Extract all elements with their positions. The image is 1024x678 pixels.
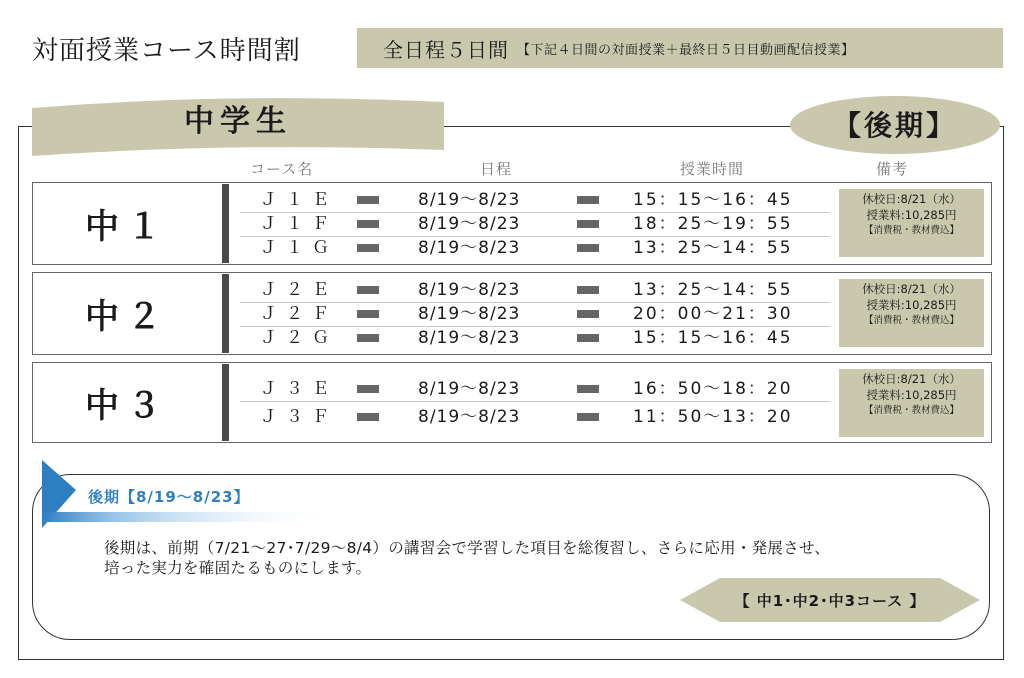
grade-label: 中３ (85, 386, 169, 426)
dash-marker (577, 413, 599, 421)
course-time: 13：25〜14：55 (633, 238, 793, 258)
course-code: Ｊ３Ｆ (260, 407, 338, 427)
course-code: Ｊ２Ｆ (260, 304, 338, 324)
fee-text: 授業料:10,285円 (866, 208, 957, 222)
course-dates: 8/19〜8/23 (418, 304, 521, 324)
banner-main-text: 全日程５日間 (383, 37, 509, 62)
tax-text: 【消費税・教材費込】 (863, 315, 959, 326)
fee-text: 授業料:10,285円 (866, 298, 957, 312)
info-heading: 後期【8/19〜8/23】 (88, 488, 250, 506)
dash-marker (357, 286, 379, 294)
page-title: 対面授業コース時間割 (32, 36, 301, 66)
course-time: 18：25〜19：55 (633, 214, 793, 234)
fee-text: 授業料:10,285円 (866, 388, 957, 402)
table-row (240, 405, 830, 429)
course-time: 15：15〜16：45 (633, 328, 793, 348)
course-code: Ｊ２Ｅ (260, 280, 338, 300)
grade-label: 中１ (85, 207, 169, 247)
course-dates: 8/19〜8/23 (418, 190, 521, 210)
notes-box (839, 189, 984, 257)
schedule-banner (357, 28, 1003, 68)
grade-title: 中学生 (184, 104, 292, 139)
holiday-text: 休校日:8/21（水） (862, 282, 961, 296)
term-title: 【後期】 (832, 109, 957, 142)
dash-marker (357, 196, 379, 204)
dash-marker (577, 286, 599, 294)
tax-text: 【消費税・教材費込】 (863, 405, 959, 416)
course-dates: 8/19〜8/23 (418, 328, 521, 348)
table-row (240, 278, 830, 303)
column-header-notes: 備考 (876, 160, 909, 178)
column-header-time: 授業時間 (680, 160, 745, 178)
divider-bar (222, 274, 229, 353)
dash-marker (357, 413, 379, 421)
dash-marker (357, 220, 379, 228)
course-dates: 8/19〜8/23 (418, 407, 521, 427)
info-line-1: 後期は、前期（7/21〜27･7/29〜8/4）の講習会で学習した項目を総復習し、さらに応用・発展させ、 (104, 539, 831, 557)
dash-marker (357, 334, 379, 342)
table-row (240, 236, 830, 260)
course-dates: 8/19〜8/23 (418, 280, 521, 300)
course-code: Ｊ２Ｇ (260, 328, 338, 348)
course-dates: 8/19〜8/23 (418, 214, 521, 234)
dash-marker (577, 310, 599, 318)
course-code: Ｊ３Ｅ (260, 379, 338, 399)
course-time: 20：00〜21：30 (633, 304, 793, 324)
course-code: Ｊ１Ｅ (260, 190, 338, 210)
dash-marker (577, 244, 599, 252)
table-row (240, 188, 830, 213)
course-code: Ｊ１Ｇ (260, 238, 338, 258)
divider-bar (222, 364, 229, 441)
course-time: 11：50〜13：20 (633, 407, 793, 427)
course-time: 13：25〜14：55 (633, 280, 793, 300)
dash-marker (577, 334, 599, 342)
column-header-course: コース名 (250, 160, 314, 178)
banner-sub-text: 【下記４日間の対面授業＋最終日５日目動画配信授業】 (517, 42, 855, 58)
course-dates: 8/19〜8/23 (418, 379, 521, 399)
table-row (240, 326, 830, 350)
notes-box (839, 369, 984, 437)
course-code: Ｊ１Ｆ (260, 214, 338, 234)
notes-box (839, 279, 984, 347)
course-dates: 8/19〜8/23 (418, 238, 521, 258)
tax-text: 【消費税・教材費込】 (863, 225, 959, 236)
dash-marker (577, 196, 599, 204)
course-time: 15：15〜16：45 (633, 190, 793, 210)
table-row (240, 302, 830, 327)
dash-marker (577, 385, 599, 393)
holiday-text: 休校日:8/21（水） (862, 192, 961, 206)
grade-label: 中２ (85, 297, 169, 337)
info-description (104, 538, 830, 578)
table-row (240, 377, 830, 402)
course-list-label: 【 中1･中2･中3コース 】 (734, 591, 926, 610)
table-row (240, 212, 830, 237)
dash-marker (357, 385, 379, 393)
dash-marker (577, 220, 599, 228)
column-header-schedule: 日程 (480, 160, 513, 178)
info-line-2: 培った実力を確固たるものにします。 (104, 559, 372, 577)
divider-bar (222, 184, 229, 263)
course-time: 16：50〜18：20 (633, 379, 793, 399)
dash-marker (357, 310, 379, 318)
dash-marker (357, 244, 379, 252)
holiday-text: 休校日:8/21（水） (862, 372, 961, 386)
